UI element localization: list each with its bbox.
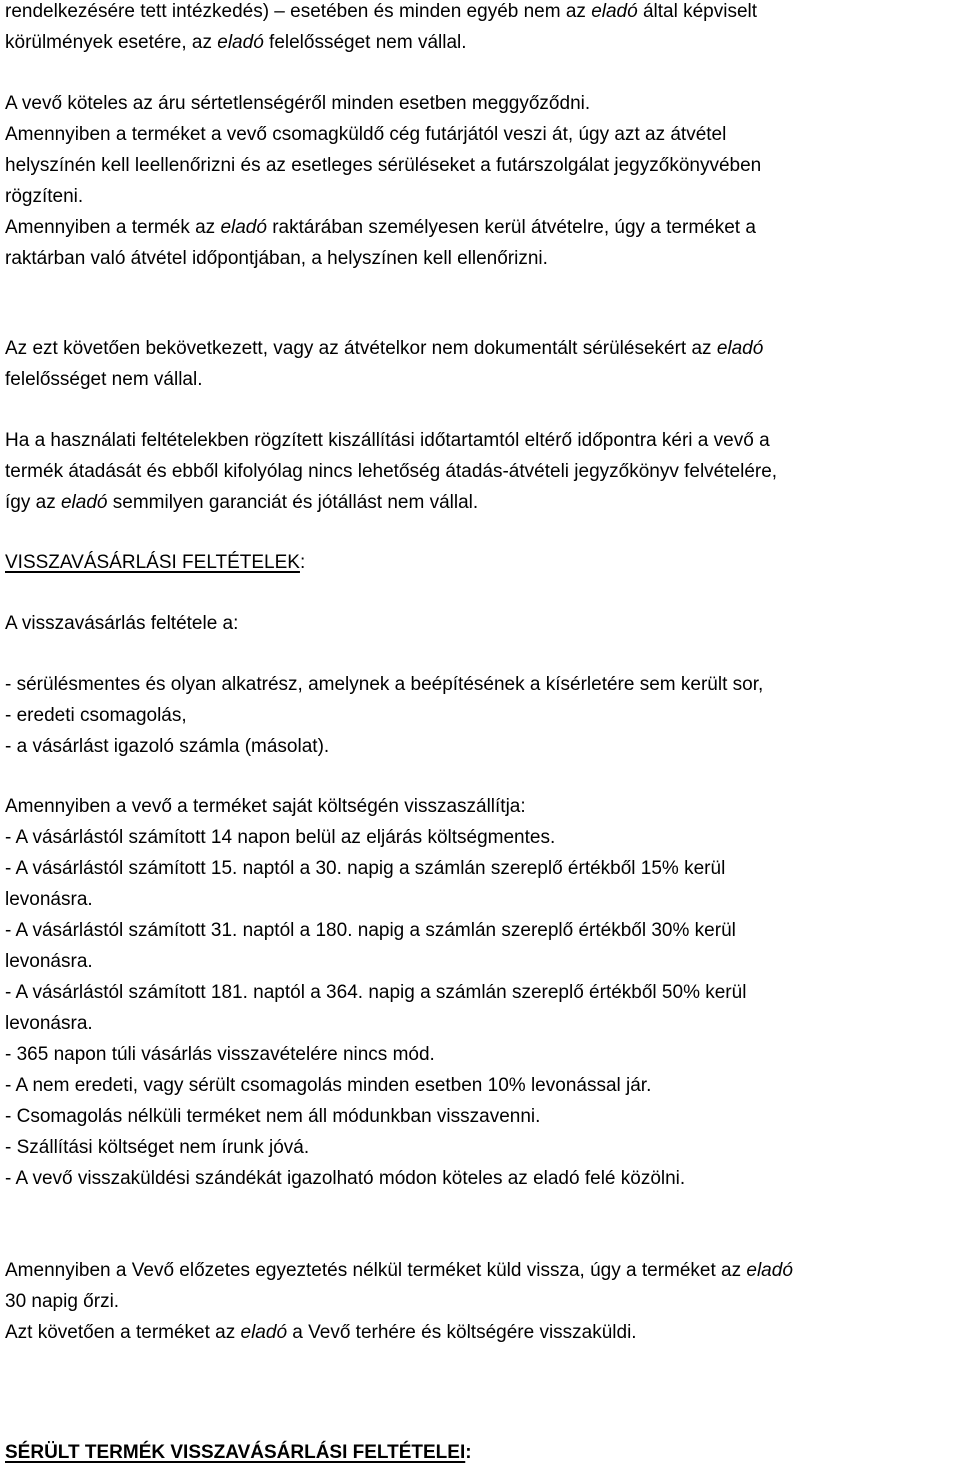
list-item: levonásra.: [5, 1013, 93, 1034]
paragraph-line: Amennyiben a terméket a vevő csomagküldő cég futárjától veszi át, úgy azt az átvétel: [5, 124, 727, 145]
paragraph-line: [5, 0, 757, 24]
list-item: - Csomagolás nélküli terméket nem áll módunkban visszavenni.: [5, 1106, 541, 1127]
paragraph-line: raktárban való átvétel időpontjában, a helyszínen kell ellenőrizni.: [5, 248, 548, 269]
section-heading-damaged-product: [5, 1441, 472, 1465]
shipping-intro: Amennyiben a vevő a terméket saját költségén visszaszállítja:: [5, 796, 526, 817]
paragraph-line: [5, 216, 756, 240]
heading-colon: :: [299, 552, 306, 573]
paragraph-line: [5, 31, 467, 55]
text: Amennyiben a Vevő előzetes egyeztetés nélkül terméket küld vissza, úgy a terméket az: [5, 1260, 747, 1281]
emphasis-text: eladó: [591, 1, 638, 22]
paragraph-line: [5, 1321, 637, 1345]
text: a Vevő terhére és költségére visszaküldi.: [287, 1322, 637, 1343]
text: Amennyiben a termék az: [5, 217, 221, 238]
paragraph-line: helyszínén kell leellenőrizni és az esetleges sérüléseket a futárszolgálat jegyzőkönyvében: [5, 155, 762, 176]
list-item: - eredeti csomagolás,: [5, 705, 187, 726]
list-item: - A vásárlástól számított 15. naptól a 30. napig a számlán szereplő értékből 15% kerül: [5, 858, 726, 879]
text: raktárában személyesen kerül átvételre, úgy a terméket a: [266, 217, 756, 238]
emphasis-text: eladó: [240, 1322, 288, 1343]
list-item: - A vásárlástól számított 14 napon belül az eljárás költségmentes.: [5, 827, 556, 848]
paragraph-line: termék átadását és ebből kifolyólag nincs lehetőség átadás-átvételi jegyzőkönyv felvételére,: [5, 461, 778, 482]
emphasis-text: eladó: [746, 1260, 793, 1281]
text: által képviselt: [637, 1, 758, 22]
section-heading-return-conditions: [5, 551, 305, 575]
list-item: - a vásárlást igazoló számla (másolat).: [5, 736, 330, 757]
emphasis-text: eladó: [217, 32, 264, 53]
emphasis-text: eladó: [60, 492, 108, 513]
paragraph-line: felelősséget nem vállal.: [5, 369, 203, 390]
text: semmilyen garanciát és jótállást nem vállal.: [107, 492, 479, 513]
list-item: levonásra.: [5, 951, 93, 972]
paragraph-line: [5, 337, 763, 361]
paragraph-line: Ha a használati feltételekben rögzített kiszállítási időtartamtól eltérő időpontra kéri a vevő a: [5, 430, 770, 451]
heading-text: SÉRÜLT TERMÉK VISSZAVÁSÁRLÁSI FELTÉTELEI: [5, 1442, 466, 1463]
heading-text: VISSZAVÁSÁRLÁSI FELTÉTELEK: [5, 552, 300, 573]
list-item: - A nem eredeti, vagy sérült csomagolás minden esetben 10% levonással jár.: [5, 1075, 652, 1096]
paragraph-line: A vevő köteles az áru sértetlenségéről minden esetben meggyőződni.: [5, 93, 591, 114]
text: rendelkezésére tett intézkedés) – esetében és minden egyéb nem az: [5, 1, 592, 22]
list-item: - 365 napon túli vásárlás visszavételére nincs mód.: [5, 1044, 435, 1065]
text: felelősséget nem vállal.: [263, 32, 467, 53]
list-item: - A vásárlástól számított 181. naptól a 364. napig a számlán szereplő értékből 50% kerül: [5, 982, 747, 1003]
heading-colon: :: [465, 1442, 472, 1463]
list-item: - sérülésmentes és olyan alkatrész, amelynek a beépítésének a kísérletére sem került sor,: [5, 674, 764, 695]
paragraph-line: 30 napig őrzi.: [5, 1291, 120, 1312]
text: Azt követően a terméket az: [5, 1322, 241, 1343]
text: Az ezt követően bekövetkezett, vagy az átvételkor nem dokumentált sérülésekért az: [5, 338, 717, 359]
text: így az: [5, 492, 61, 513]
condition-intro: A visszavásárlás feltétele a:: [5, 613, 239, 634]
list-item: levonásra.: [5, 889, 93, 910]
emphasis-text: eladó: [716, 338, 764, 359]
text: körülmények esetére, az: [5, 32, 218, 53]
list-item: - A vevő visszaküldési szándékát igazolható módon köteles az eladó felé közölni.: [5, 1168, 686, 1189]
paragraph-line: [5, 491, 478, 515]
paragraph-line: rögzíteni.: [5, 186, 84, 207]
paragraph-line: [5, 1259, 793, 1283]
list-item: - Szállítási költséget nem írunk jóvá.: [5, 1137, 310, 1158]
list-item: - A vásárlástól számított 31. naptól a 180. napig a számlán szereplő értékből 30% kerül: [5, 920, 736, 941]
emphasis-text: eladó: [220, 217, 267, 238]
